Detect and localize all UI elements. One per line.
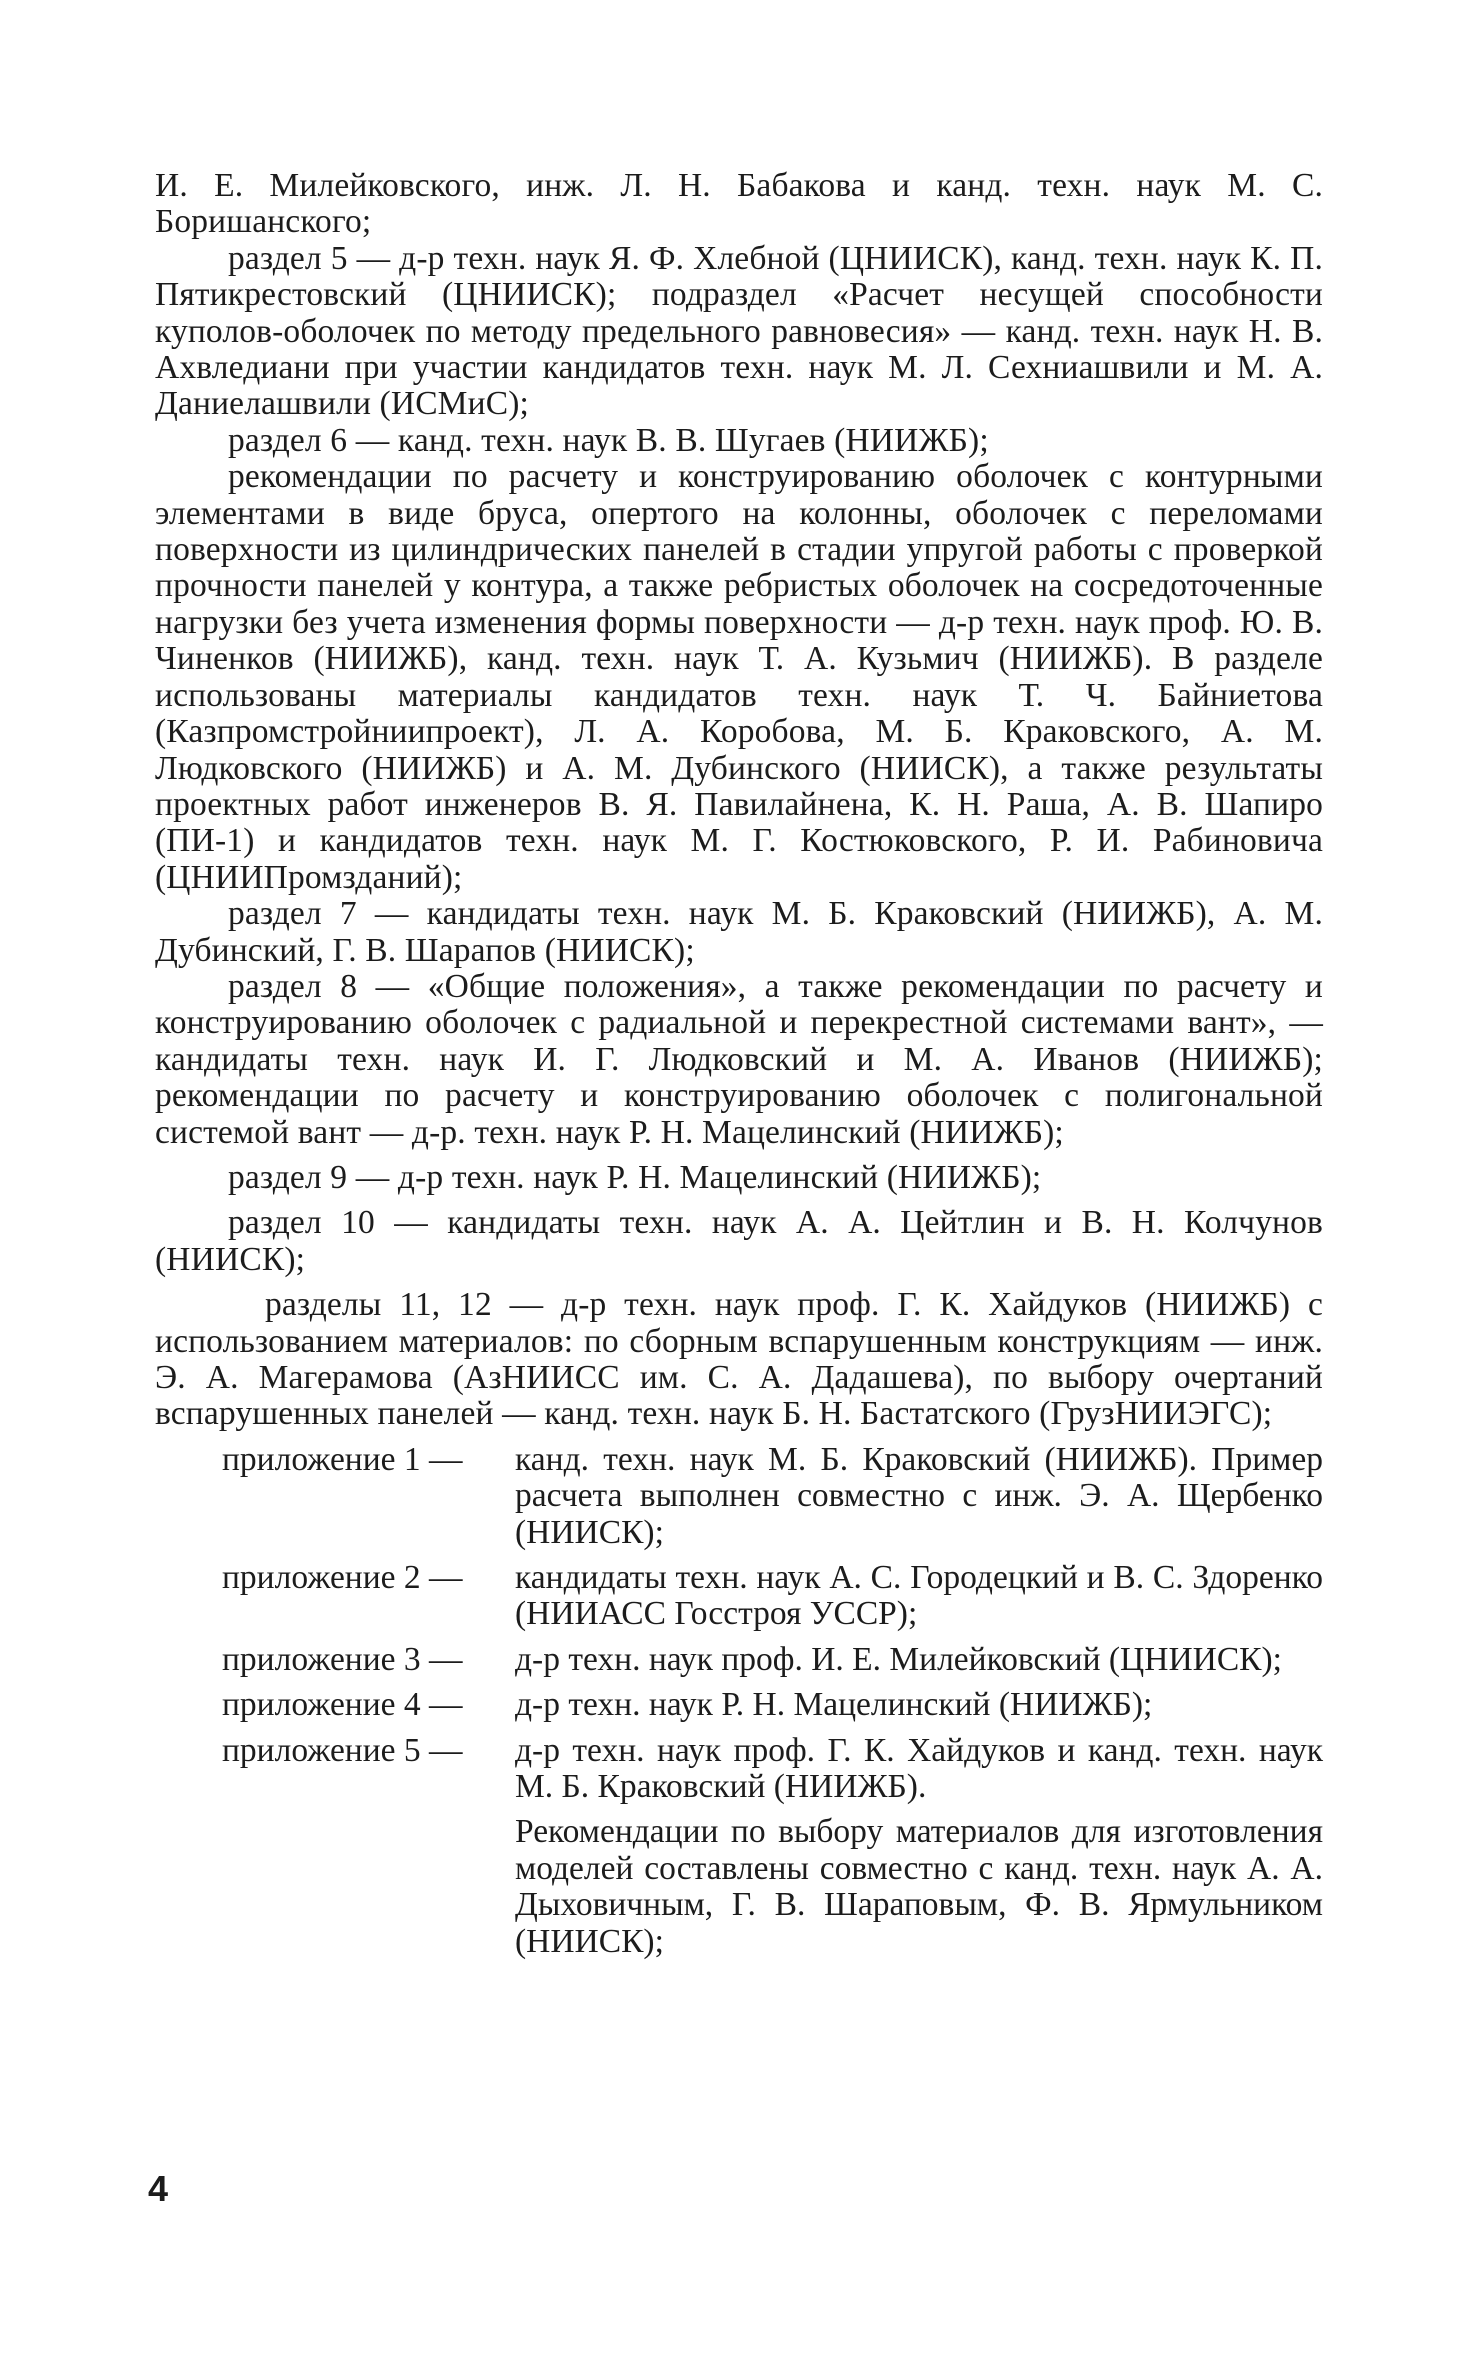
paragraph-8: раздел 10 — кандидаты техн. наук А. А. Цейтлин и В. Н. Колчунов (НИИСК); xyxy=(155,1204,1323,1278)
appendix-label: приложение 3 — xyxy=(222,1640,463,1678)
paragraph-1: И. Е. Милейковского, инж. Л. Н. Бабакова и канд. техн. наук М. С. Боришанского; xyxy=(155,167,1323,241)
appendix-label: приложение 5 — xyxy=(222,1731,463,1769)
appendix-text: д-р техн. наук Р. Н. Мацелинский (НИИЖБ); xyxy=(515,1686,1153,1724)
paragraph-5: раздел 7 — кандидаты техн. наук М. Б. Краковский (НИИЖБ), А. М. Дубинский, Г. В. Шарапов (НИИСК); xyxy=(155,895,1323,969)
paragraph-3: раздел 6 — канд. техн. наук В. В. Шугаев (НИИЖБ); xyxy=(228,421,989,459)
appendix-note: Рекомендации по выбору материалов для изготовления моделей составлены совместно с канд. техн. наук А. А. Дыховичным, Г. В. Шараповым, Ф. В. Ярмульником (НИИСК); xyxy=(515,1813,1323,1960)
page-body xyxy=(155,168,1323,1960)
appendix-text: д-р техн. наук проф. И. Е. Милейковский (ЦНИИСК); xyxy=(515,1640,1282,1678)
appendix-2 xyxy=(155,1560,1323,1633)
appendix-label: приложение 1 — xyxy=(222,1440,463,1478)
paragraph-7: раздел 9 — д-р техн. наук Р. Н. Мацелинский (НИИЖБ); xyxy=(228,1158,1042,1196)
appendix-label: приложение 4 — xyxy=(222,1686,463,1724)
appendix-text-group xyxy=(515,1733,1323,1960)
appendix-label: приложение 2 — xyxy=(222,1559,463,1597)
paragraph-9: разделы 11, 12 — д-р техн. наук проф. Г. К. Хайдуков (НИИЖБ) с использованием материалов: по сборным вспарушенным конструкциям — инж. Э. А. Магерамова (АзНИИСС им. С. А. Дадашева), по выбору очертаний вспарушенных панелей — канд. техн. наук Б. Н. Бастатского (ГрузНИИЭГС); xyxy=(155,1286,1323,1433)
appendix-text: канд. техн. наук М. Б. Краковский (НИИЖБ). Пример расчета выполнен совместно с инж. Э. А. Щербенко (НИИСК); xyxy=(515,1440,1323,1551)
appendix-5 xyxy=(155,1733,1323,1960)
appendix-4 xyxy=(155,1687,1323,1723)
appendix-3 xyxy=(155,1642,1323,1678)
page-number: 4 xyxy=(148,2168,169,2209)
appendix-1 xyxy=(155,1442,1323,1551)
paragraph-2: раздел 5 — д-р техн. наук Я. Ф. Хлебной (ЦНИИСК), канд. техн. наук К. П. Пятикрестовский (ЦНИИСК); подраздел «Расчет несущей способности куполов-оболочек по методу предельного равновесия» — канд. техн. наук Н. В. Ахвледиани при участии кандидатов техн. наук М. Л. Сехниашвили и М. А. Даниелашвили (ИСМиС); xyxy=(155,239,1323,423)
paragraph-6: раздел 8 — «Общие положения», а также рекомендации по расчету и конструированию оболочек с радиальной и перекрестной системами вант», — кандидаты техн. наук И. Г. Людковский и М. А. Иванов (НИИЖБ); рекомендации по расчету и конструированию оболочек с полигональной системой вант — д-р. техн. наук Р. Н. Мацелинский (НИИЖБ); xyxy=(155,967,1323,1151)
appendix-text: д-р техн. наук проф. Г. К. Хайдуков и канд. техн. наук М. Б. Краковский (НИИЖБ). xyxy=(515,1731,1323,1806)
paragraph-4: рекомендации по расчету и конструированию оболочек с контурными элементами в виде бруса, опертого на колонны, оболочек с переломами поверхности из цилиндрических панелей в стадии упругой работы с проверкой прочности панелей у контура, а также ребристых оболочек на сосредоточенные нагрузки без учета изменения формы поверхности — д-р техн. наук проф. Ю. В. Чиненков (НИИЖБ), канд. техн. наук Т. А. Кузьмич (НИИЖБ). В разделе использованы материалы кандидатов техн. наук Т. Ч. Байниетова (Казпромстройниипроект), Л. А. Коробова, М. Б. Краковского, А. М. Людковского (НИИЖБ) и А. М. Дубинского (НИИСК), а также результаты проектных работ инженеров В. Я. Павилайнена, К. Н. Раша, А. В. Шапиро (ПИ-1) и кандидатов техн. наук М. Г. Костюковского, Р. И. Рабиновича (ЦНИИПромзданий); xyxy=(155,458,1323,896)
appendix-text: кандидаты техн. наук А. С. Городецкий и В. С. Здоренко (НИИАСС Госстроя УССР); xyxy=(515,1559,1323,1633)
